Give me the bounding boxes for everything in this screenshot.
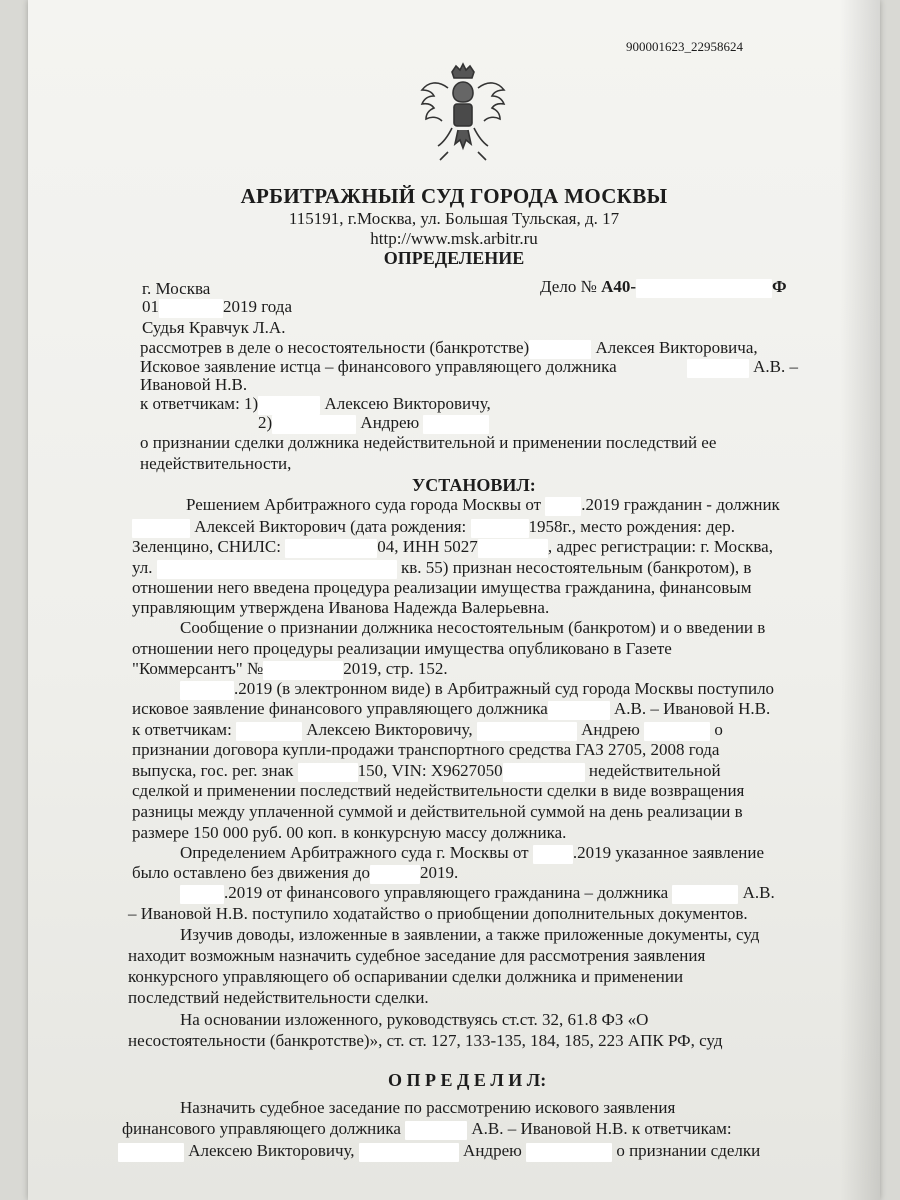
- court-address: 115191, г.Москва, ул. Большая Тульская, д. 17: [288, 209, 620, 228]
- redaction: [644, 722, 710, 741]
- text-line: .2019 (в электронном виде) в Арбитражный суд города Москвы поступило: [180, 678, 774, 700]
- redaction: [118, 1143, 184, 1162]
- document-id: 900001623_22958624: [626, 39, 743, 54]
- text-line: Определением Арбитражного суда г. Москвы от .2019 указанное заявление: [180, 843, 765, 862]
- text-line: исковое заявление финансового управляющего должника А.В. – Ивановой Н.В.: [132, 699, 771, 718]
- text-line: Ивановой Н.В.: [140, 375, 248, 394]
- redaction: [263, 661, 343, 680]
- text-line: Алексею Викторовичу, Андрею о признании сделки: [118, 1140, 760, 1162]
- court-website: http://www.msk.arbitr.ru: [370, 229, 538, 248]
- redaction: [636, 279, 772, 298]
- section-heading-ruled: О П Р Е Д Е Л И Л:: [388, 1070, 547, 1090]
- text-line: к ответчикам: 1) Алексею Викторовичу,: [140, 394, 491, 413]
- document-sheet: [28, 0, 880, 1200]
- document-date: 01 2019 года: [142, 297, 293, 316]
- redaction: [132, 519, 190, 538]
- redaction: [471, 519, 529, 538]
- text-line: размере 150 000 руб. 00 коп. в конкурсную массу должника.: [132, 823, 567, 842]
- text-line: последствий недействительности сделки.: [128, 988, 429, 1007]
- text-line: Исковое заявление истца – финансового управляющего должника А.В. –: [140, 357, 798, 376]
- redaction: [157, 560, 397, 579]
- text-line: Назначить судебное заседание по рассмотрению искового заявления: [180, 1098, 676, 1117]
- document-type: ОПРЕДЕЛЕНИЕ: [383, 248, 525, 268]
- text-line: разницы между уплаченной суммой и действительной суммой на день реализации в: [132, 802, 743, 821]
- redaction: [477, 722, 577, 741]
- redaction: [533, 845, 573, 864]
- text-line: находит возможным назначить судебное заседание для рассмотрения заявления: [128, 946, 706, 965]
- case-number: Дело № А40- Ф: [540, 277, 787, 296]
- text-line: выпуска, гос. рег. знак 150, VIN: X9627050 недействительной: [132, 761, 721, 780]
- text-line: управляющим утверждена Иванова Надежда Валерьевна.: [132, 598, 550, 617]
- court-name: АРБИТРАЖНЫЙ СУД ГОРОДА МОСКВЫ: [240, 184, 668, 208]
- section-heading-established: УСТАНОВИЛ:: [412, 475, 536, 495]
- text-line: отношении него процедуры реализации имущества опубликовано в Газете: [132, 639, 672, 658]
- paper-shadow: [840, 0, 880, 1200]
- redaction: [478, 539, 548, 558]
- redaction: [687, 359, 749, 378]
- redaction: [526, 1143, 612, 1162]
- text-line: отношении него введена процедура реализации имущества гражданина, финансовым: [132, 578, 752, 597]
- redaction: [180, 885, 224, 904]
- redaction: [503, 763, 585, 782]
- text-line: было оставлено без движения до 2019.: [132, 863, 459, 882]
- text-line: к ответчикам: Алексею Викторовичу, Андрею о: [132, 720, 723, 739]
- redaction: [236, 722, 302, 741]
- text-line: Зеленцино, СНИЛС: 04, ИНН 5027 , адрес регистрации: г. Москва,: [132, 537, 773, 556]
- redaction: [548, 701, 610, 720]
- city: г. Москва: [142, 279, 211, 298]
- redaction: [298, 763, 358, 782]
- text-line: ул. кв. 55) признан несостоятельным (банкротом), в: [132, 558, 752, 577]
- text-line: о признании сделки должника недействительной и применении последствий ее: [140, 433, 717, 452]
- text-line: Алексей Викторович (дата рождения: 1958г., место рождения: дер.: [132, 516, 735, 538]
- text-line: Изучив доводы, изложенные в заявлении, а также приложенные документы, суд: [180, 925, 760, 944]
- text-line: признании договора купли-продажи транспортного средства ГАЗ 2705, 2008 года: [132, 740, 720, 759]
- text-line: На основании изложенного, руководствуясь ст.ст. 32, 61.8 ФЗ «О: [180, 1010, 649, 1029]
- text-line: финансового управляющего должника А.В. – Ивановой Н.В. к ответчикам:: [122, 1119, 732, 1138]
- redaction: [672, 885, 738, 904]
- redaction: [359, 1143, 459, 1162]
- redaction: [180, 681, 234, 700]
- text-line: Решением Арбитражного суда города Москвы от .2019 гражданин - должник: [186, 495, 780, 514]
- redaction: [272, 415, 356, 434]
- text-line: конкурсного управляющего об оспаривании сделки должника и применении: [128, 967, 684, 986]
- text-line: .2019 от финансового управляющего гражданина – должника А.В.: [180, 882, 775, 904]
- redaction: [285, 539, 377, 558]
- text-line: несостоятельности (банкротстве)», ст. ст. 127, 133-135, 184, 185, 223 АПК РФ, суд: [128, 1031, 723, 1050]
- judge: Судья Кравчук Л.А.: [142, 318, 286, 337]
- redaction: [405, 1121, 467, 1140]
- redaction: [159, 299, 223, 318]
- text-line: недействительности,: [140, 454, 292, 473]
- text-line: рассмотрев в деле о несостоятельности (банкротстве) Алексея Викторовича,: [140, 338, 758, 357]
- redaction: [545, 497, 581, 516]
- text-line: "Коммерсантъ" № 2019, стр. 152.: [132, 659, 448, 678]
- redaction: [423, 415, 489, 434]
- redaction: [370, 865, 420, 884]
- text-line: Сообщение о признании должника несостоятельным (банкротом) и о введении в: [180, 618, 766, 637]
- text-line: сделкой и применении последствий недействительности сделки в виде возвращения: [132, 781, 745, 800]
- text-line: – Ивановой Н.В. поступило ходатайство о приобщении дополнительных документов.: [128, 904, 748, 923]
- coat-of-arms-icon: [418, 58, 508, 168]
- text-line: 2) Андрею: [258, 412, 489, 434]
